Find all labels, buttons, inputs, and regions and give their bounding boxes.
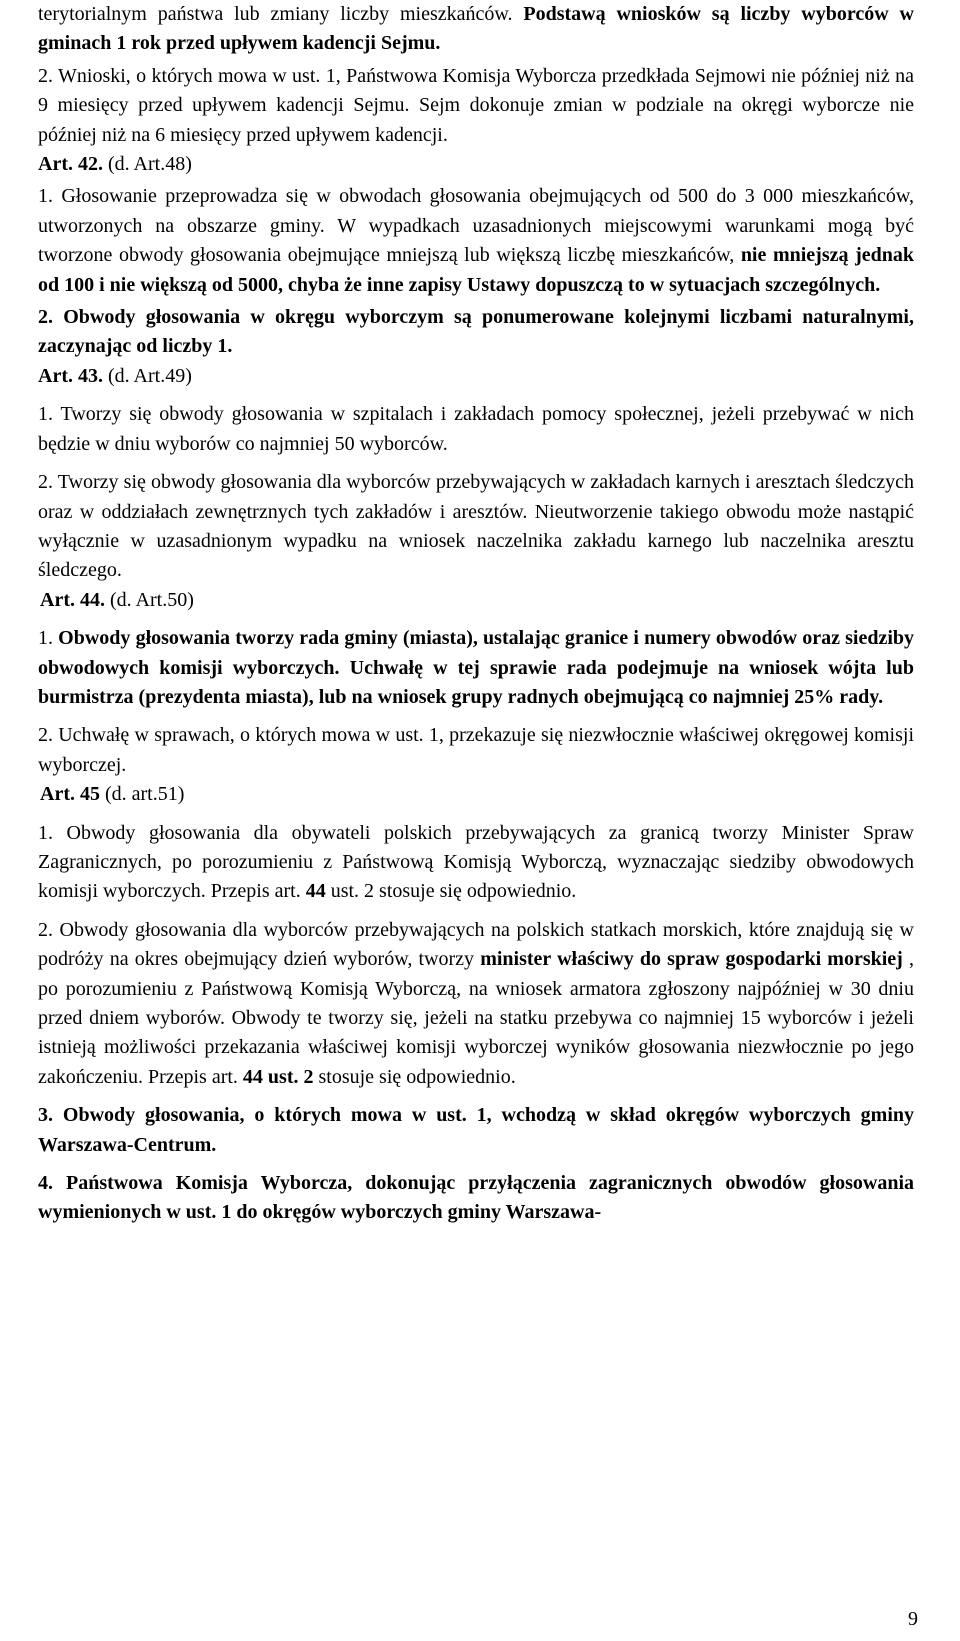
article-42-paragraph-2 — [38, 303, 914, 362]
text-run: , po porozumieniu z Państwową Komisją Wyborczą, na wniosek armatora zgłoszony najpóźniej w 30 dniu przed dniem wyborów. Obwody te tworzy się, jeżeli na statku przebywa co najmniej 15 wyborców i jeżeli istnieją możliwości przekazania właściwej komisji wyborczej wyników głosowania niezwłocznie po jego zakończeniu. Przepis art. — [38, 948, 914, 1088]
text-run: 1. Głosowanie przeprowadza się w obwodach głosowania obejmujących od 500 do 3 000 mieszkańców, utworzonych na obszarze gminy. W wypadkach uzasadnionych miejscowymi warunkami mogą być tworzone obwody głosowania obejmujące mniejszą lub większą liczbę mieszkańców, — [38, 185, 914, 267]
article-45-paragraph-1 — [38, 819, 914, 907]
article-45-paragraph-4 — [38, 1169, 914, 1228]
article-43-paragraph-1 — [38, 400, 914, 459]
article-44-heading — [38, 586, 914, 615]
text-run-bold: nie mniejszą jednak od 100 i nie większą od 5000, chyba że inne zapisy Ustawy dopuszczą to w sytuacjach szczególnych. — [38, 244, 914, 296]
page-number: 9 — [908, 1608, 918, 1630]
text-run-bold: minister właściwy do spraw gospodarki morskiej — [480, 948, 903, 971]
article-reference: (d. Art.49) — [102, 364, 192, 387]
text-run-bold: 3. Obwody głosowania, o których mowa w ust. 1, wchodzą w skład okręgów wyborczych gminy Warszawa-Centrum. — [38, 1104, 914, 1156]
text-run: stosuje się odpowiednio. — [313, 1065, 516, 1088]
article-44-paragraph-1 — [38, 624, 914, 712]
article-45-heading — [38, 780, 914, 809]
document-page — [38, 0, 914, 1228]
text-run-bold: Podstawą wniosków są liczby wyborców w gminach 1 rok przed upływem kadencji Sejmu. — [38, 3, 914, 55]
article-number: Art. 43. — [38, 364, 103, 387]
article-42-heading — [38, 150, 914, 179]
article-44-paragraph-2 — [38, 721, 914, 780]
article-42-paragraph-1 — [38, 182, 914, 300]
article-number: Art. 44. — [40, 588, 105, 611]
article-43-paragraph-2 — [38, 468, 914, 586]
article-43-heading — [38, 362, 914, 391]
text-run: 2. Wnioski, o których mowa w ust. 1, Państwowa Komisja Wyborcza przedkłada Sejmowi nie później niż na 9 miesięcy przed upływem kadencji Sejmu. Sejm dokonuje zmian w podziale na okręgi wyborcze nie później niż na 6 miesięcy przed upływem kadencji. — [38, 64, 914, 146]
text-run-bold: 44 ust. 2 — [242, 1065, 314, 1088]
article-number: Art. 45 — [40, 783, 100, 806]
text-run-bold: Obwody głosowania tworzy rada gminy (miasta), ustalając granice i numery obwodów oraz siedziby obwodowych komisji wyborczych. Uchwałę w tej sprawie rada podejmuje na wniosek wójta lub burmistrza (prezydenta miasta), lub na wniosek grupy radnych obejmującą co najmniej 25% rady. — [38, 627, 915, 708]
article-45-paragraph-3 — [38, 1101, 914, 1160]
article-reference: (d. Art.50) — [104, 588, 194, 611]
paragraph-continuation-1 — [38, 0, 914, 59]
article-reference: (d. Art.48) — [102, 153, 192, 176]
article-number: Art. 42. — [38, 153, 103, 176]
text-run: 1. Tworzy się obwody głosowania w szpitalach i zakładach pomocy społecznej, jeżeli przebywać w nich będzie w dniu wyborów co najmniej 50 wyborców. — [38, 403, 914, 455]
text-run-bold: 4. Państwowa Komisja Wyborcza, dokonując przyłączenia zagranicznych obwodów głosowania wymienionych w ust. 1 do okręgów wyborczych gminy Warszawa- — [38, 1172, 914, 1224]
text-run: 1. Obwody głosowania dla obywateli polskich przebywających za granicą tworzy Minister Spraw Zagranicznych, po porozumieniu z Państwową Komisją Wyborczą, wyznaczając siedziby obwodowych komisji wyborczych. Przepis art. — [38, 821, 914, 903]
article-reference: (d. art.51) — [99, 783, 185, 806]
text-run-bold: 44 — [305, 880, 326, 903]
text-run: 2. Uchwałę w sprawach, o których mowa w ust. 1, przekazuje się niezwłocznie właściwej okręgowej komisji wyborczej. — [38, 724, 914, 776]
paragraph-continuation-2 — [38, 62, 914, 150]
text-run: 1. — [38, 627, 59, 650]
article-45-paragraph-2 — [38, 916, 914, 1092]
text-run: ust. 2 stosuje się odpowiednio. — [325, 880, 577, 903]
text-run: 2. Obwody głosowania dla wyborców przebywających na polskich statkach morskich, które znajdują się w podróży na okres obejmujący dzień wyborów, tworzy — [38, 918, 914, 971]
text-run-bold: 2. Obwody głosowania w okręgu wyborczym są ponumerowane kolejnymi liczbami naturalnymi, zaczynając od liczby 1. — [38, 306, 914, 358]
text-run: terytorialnym państwa lub zmiany liczby mieszkańców. — [38, 3, 524, 25]
text-run: 2. Tworzy się obwody głosowania dla wyborców przebywających w zakładach karnych i aresztach śledczych oraz w oddziałach zewnętrznych tych zakładów i aresztów. Nieutworzenie takiego obwodu może nastąpić wyłącznie w uzasadnionym wypadku na wniosek naczelnika zakładu karnego lub naczelnika aresztu śledczego. — [38, 471, 914, 582]
